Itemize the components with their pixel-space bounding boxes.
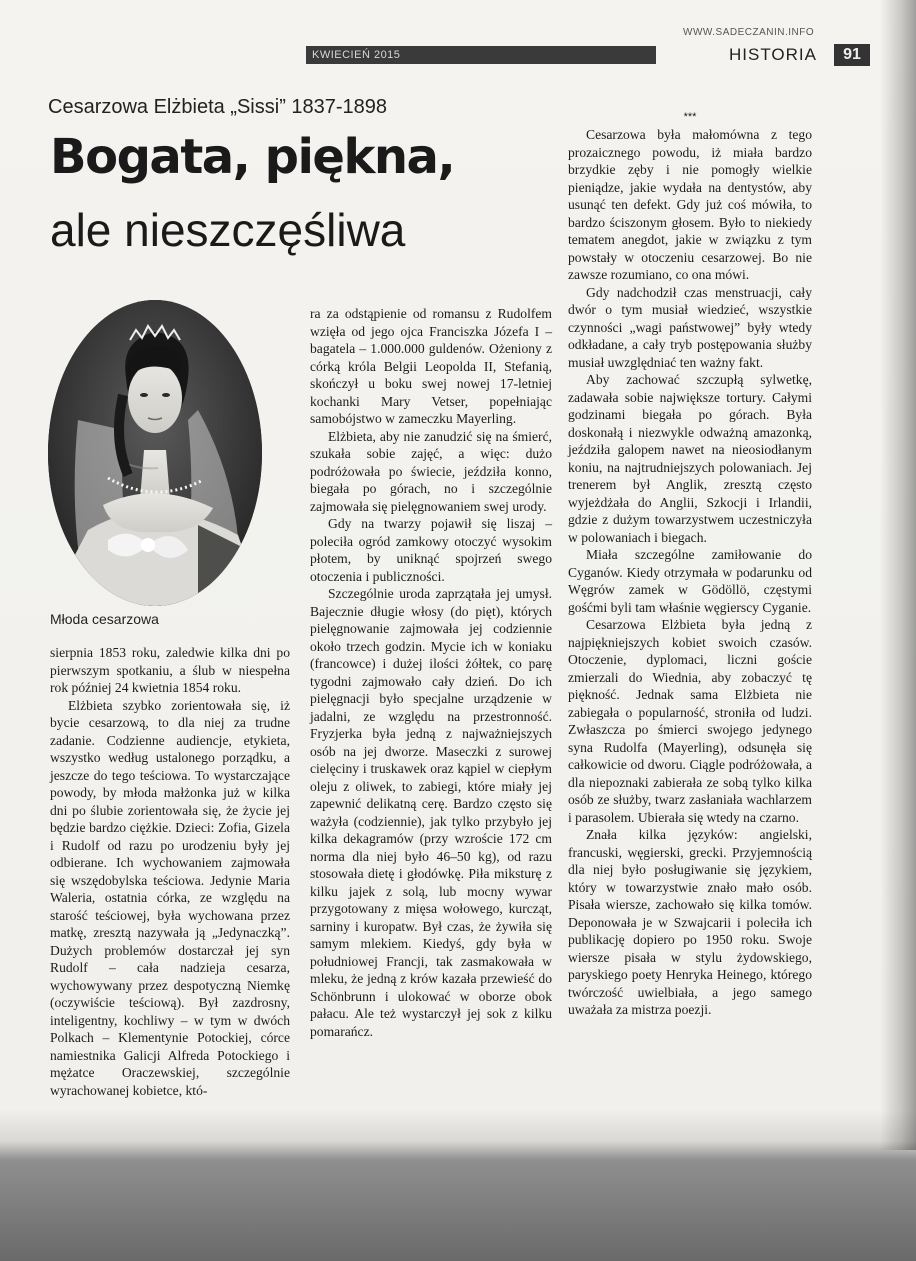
photo-caption: Młoda cesarzowa: [50, 611, 159, 627]
headline-bold: Bogata, piękna,: [50, 129, 455, 185]
paragraph: Cesarzowa była małomówna z tego prozaicznego powodu, iż miała bardzo brzydkie zęby i nie pomogły wielkie pieniądze, jakie wydała na dentystów, aby usunąć ten defekt. Gdy już coś mówiła, to bardzo ściszonym głosem. Było to niekiedy tematem anegdot, jakie w związku z tym powstały w otoczeniu cesarzowej. Bo nie zawsze rozumiano, co ona mówi.: [568, 127, 812, 282]
paragraph: Miała szczególne zamiłowanie do Cyganów. Kiedy otrzymała w podarunku od Węgrów zamek w Gödöllö, częstymi gośćmi byli tam właśnie węgierscy Cyganie.: [568, 547, 812, 615]
paragraph: Elżbieta szybko zorientowała się, iż bycie cesarzową, to dla niej za trudne zadanie. Codzienne audiencje, etykieta, wszystko według ustalonego porządku, a jeszcze do tego teściowa. To wystarczające powody, by młoda małżonka już w kilka dni po ślubie zorientowała się, że życie jej będzie bardzo ciężkie. Dzieci: Zofia, Gizela i Rudolf od razu po urodzeniu były jej odbierane. Ich wychowaniem zajmowała się wszędobylska teściowa. Jedynie Maria Waleria, ostatnia córka, ze względu na starość teściowej, była wychowana przez matkę, zresztą nazywała ją „Jedynaczką”. Dużych problemów dostarczał jej syn Rudolf – cała nadzieja cesarza, wychowywany przez despotyczną Niemkę (oczywiście teściową). Był zazdrosny, inteligentny, kochliwy – w tym w dwóch Polkach – Klementynie Potockiej, córce namiestnika Galicji Alfreda Potockiego i mężatce Oraczewskiej, szczególnie wyrachowanej kobietce, któ-: [50, 697, 290, 1098]
paragraph: Gdy na twarzy pojawił się liszaj – poleciła ogród zamkowy otoczyć wysokim płotem, by uniknąć spojrzeń swego otoczenia i publiczności.: [310, 516, 552, 584]
section-name: HISTORIA: [729, 45, 817, 64]
text-column-2: [310, 305, 552, 1125]
text-column-1: [50, 644, 290, 1122]
headline-light: ale nieszczęśliwa: [50, 204, 406, 256]
page-edge-shadow: [880, 0, 916, 1150]
page-number: 91: [834, 44, 870, 66]
paragraph: sierpnia 1853 roku, zaledwie kilka dni po pierwszym spotkaniu, a ślub w niespełna rok później 24 kwietnia 1854 roku.: [50, 645, 290, 695]
section-separator: ***: [683, 111, 697, 123]
paragraph: Aby zachować szczupłą sylwetkę, zadawała sobie największe tortury. Całymi godzinami biegała po górach. Była doskonałą i niezwykle odważną amazonką, jeździła galopem nawet na nieosiodłanym koniu, na najtrudniejszych polowaniach. Jej trenerem był Anglik, zresztą często wyjeżdżała do Anglii, Szkocji i Irlandii, gdzie z dużym towarzystwem uczestniczyła w polowaniach i biegach.: [568, 372, 812, 545]
paragraph: Znała kilka języków: angielski, francuski, węgierski, grecki. Przyjemnością dla niej było posługiwanie się językiem, który w towarzystwie znało mało osób. Pisała wiersze, zachowało się kilka tomów. Deponowała je w Szwajcarii i poleciła ich publikację dopiero po 1950 roku. Swoje wiersze pisała w stylu żydowskiego, paryskiego poety Henryka Heinego, którego twórczość uwielbiała, a jego samego uważała za mistrza poezji.: [568, 827, 812, 1017]
paragraph: Elżbieta, aby nie zanudzić się na śmierć, szukała sobie zajęć, a więc: dużo podróżowała po świecie, jeździła konno, biegała po górach, no i szczególnie zajmowała się pielęgnowaniem swej urody.: [310, 428, 552, 514]
site-url: WWW.SADECZANIN.INFO: [683, 27, 815, 38]
paragraph: Gdy nadchodził czas menstruacji, cały dwór o tym musiał wiedzieć, wszystkie czynności „wagi państwowej” były wtedy odkładane, a cały tryb postępowania służby musiał uwzględniać ten ważny fakt.: [568, 284, 812, 370]
paragraph: ra za odstąpienie od romansu z Rudolfem wzięła od jego ojca Franciszka Józefa I – bagatela – 1.000.000 guldenów. Ożeniony z córką króla Belgii Leopolda II, Stefanią, skończył u boku swej nowej 17-letniej kochanki Mary Vetser, popełniając samobójstwo w zameczku Mayerling.: [310, 306, 552, 426]
portrait-photo: [48, 300, 262, 606]
text-column-3: [568, 110, 812, 1130]
article-kicker: Cesarzowa Elżbieta „Sissi” 1837-1898: [48, 96, 388, 118]
issue-date: KWIECIEŃ 2015: [312, 49, 401, 61]
paragraph: Cesarzowa Elżbieta była jedną z najpiękniejszych kobiet swoich czasów. Otoczenie, dyplomaci, liczni goście zmierzali do Wiednia, aby zobaczyć tę piękność. Jednak sama Elżbieta nie zabiegała o popularność, stroniła od ludzi. Zwłaszcza po śmierci swojego jedynego syna Rudolfa (Mayerling), odsunęła się całkowicie od dworu. Ciągle podróżowała, a dla niepoznaki zabierała ze sobą tylko kilka osób ze służby, twarz zasłaniała wachlarzem i parasolem. Ubierała się wtedy na czarno.: [568, 617, 812, 825]
paragraph: Szczególnie uroda zaprzątała jej umysł. Bajecznie długie włosy (do pięt), których pielęgnowanie zajmowała jej codziennie około trzech godzin. Mycie ich w koniaku (francowce) i dużej ilości żółtek, co parę tygodni zajmowało cały dzień. Do ich pielęgnacji było specjalne urządzenie w jadalni, ze względu na przestronność. Fryzjerka była jedną z najważniejszych osób na jej dworze. Maseczki z surowej cielęciny i truskawek oraz kąpiel w ciepłym oleju z oliwek, to zabiegi, które miały jej zapewnić delikatną cerę. Bardzo często się ważyła (codziennie), jak tylko przybyło jej kilka dekagramów (przy wzroście 172 cm norma dla niej było 46–50 kg), od razu stosowała dietę i głodówkę. Piła miksturę z kilku jajek z solą, lub mocny wywar przygotowany z mięsa wołowego, kurcząt, sarniny i kuropatw. Był czas, że żywiła się samym mlekiem. Kiedyś, gdy była w południowej Francji, tak zasmakowała w mleku, że jedną z krów kazała przewieść do Schönbrunn i ulokować w oborze obok pałacu. Ale też wystarczył jej sok z kilku pomarańcz.: [310, 586, 552, 1039]
